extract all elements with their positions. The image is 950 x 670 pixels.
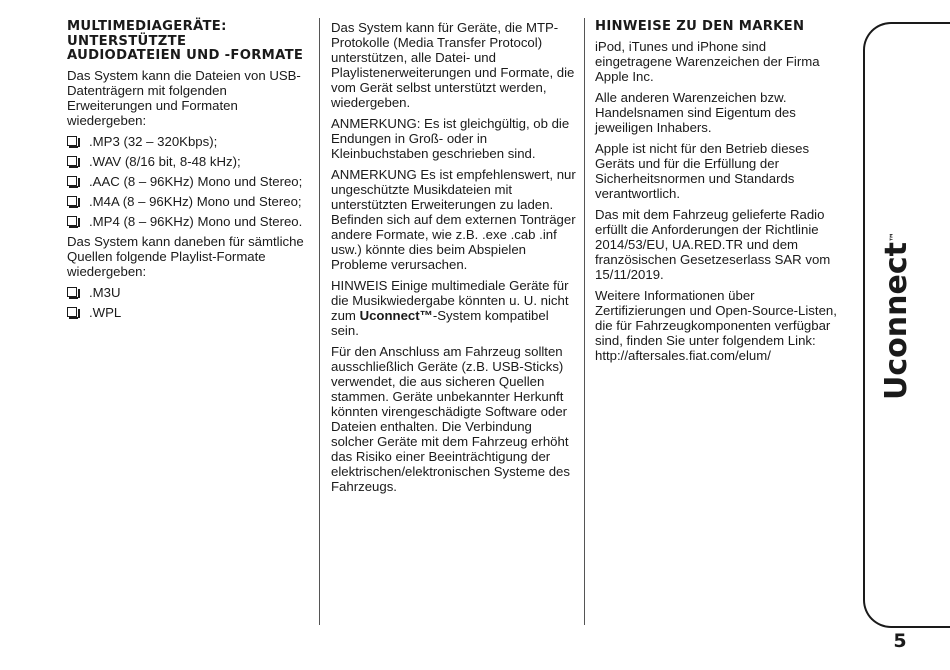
- checkbox-bullet-icon: [67, 136, 77, 146]
- mtp-paragraph: Das System kann für Geräte, die MTP-Protokolle (Media Transfer Protocol) unterstützen, alle Datei- und Playlistenerweiterungen und Formate, die vom Gerät selbst unterstützt werden, wiedergeben.: [331, 20, 575, 110]
- list-item: .AAC (8 – 96KHz) Mono und Stereo;: [67, 174, 305, 189]
- column-divider: [584, 18, 585, 625]
- note-case-paragraph: ANMERKUNG: Es ist gleichgültig, ob die Endungen in Groß- oder in Kleinbuchstaben geschrieben sind.: [331, 116, 570, 161]
- trademark-paragraph: Apple ist nicht für den Betrieb dieses Geräts und für die Erfüllung der Sicherheitsnormen und Standards verantwortlich.: [595, 140, 810, 201]
- checkbox-bullet-icon: [67, 156, 77, 166]
- checkbox-bullet-icon: [67, 287, 77, 297]
- brand-name: Uconnect™: [359, 308, 433, 323]
- playlist-intro: Das System kann daneben für sämtliche Quellen folgende Playlist-Formate wiedergeben:: [67, 233, 304, 279]
- list-item: .MP4 (8 – 96KHz) Mono und Stereo.: [67, 214, 305, 229]
- list-item: .MP3 (32 – 320Kbps);: [67, 134, 305, 149]
- checkbox-bullet-icon: [67, 216, 77, 226]
- checkbox-bullet-icon: [67, 176, 77, 186]
- chapter-tab-label: Uconnect™: [879, 232, 914, 400]
- column-formats: [67, 20, 305, 325]
- format-list: [67, 134, 305, 229]
- list-item: .M4A (8 – 96KHz) Mono und Stereo;: [67, 194, 305, 209]
- trademark-symbol: ™: [889, 232, 900, 243]
- note-unprotected-paragraph: ANMERKUNG Es ist empfehlenswert, nur ungeschützte Musikdateien mit unterstützten Erweiterungen zu laden. Befinden sich auf dem externen Tonträger andere Formate, wie z.B. .exe .cab .inf usw.) könnte dies beim Abspielen Probleme verursachen.: [331, 167, 576, 272]
- playlist-format-list: [67, 285, 305, 320]
- list-item: .M3U: [67, 285, 305, 300]
- info-link-paragraph: Weitere Informationen über Zertifizierungen und Open-Source-Listen, die für Fahrzeugkomponenten verfügbar sind, finden Sie unter folgendem Link: http://aftersales.fiat.com/elum/: [595, 287, 837, 363]
- trademark-paragraph: iPod, iTunes und iPhone sind eingetragene Warenzeichen der Firma Apple Inc.: [595, 38, 820, 84]
- trademark-paragraph: Alle anderen Warenzeichen bzw. Handelsnamen sind Eigentum des jeweiligen Inhabers.: [595, 89, 796, 135]
- column-trademarks: [595, 20, 840, 369]
- safety-paragraph: Für den Anschluss am Fahrzeug sollten ausschließlich Geräte (z.B. USB-Sticks) verwendet, die aus sicheren Quellen stammen. Geräte unbekannter Herkunft könnten virengeschädigte Software oder Dateien enthalten. Die Verbindung solcher Geräte mit dem Fahrzeug erhöht das Risiko einer Beeinträchtigung der elektrischen/elektronischen Systeme des Fahrzeugs.: [331, 344, 570, 494]
- directive-paragraph: Das mit dem Fahrzeug gelieferte Radio erfüllt die Anforderungen der Richtlinie 2014/53/EU, UA.RED.TR und dem französischen Gesetzeserlass SAR vom 15/11/2019.: [595, 206, 831, 282]
- list-item: .WPL: [67, 305, 305, 320]
- column-divider: [319, 18, 320, 625]
- checkbox-bullet-icon: [67, 307, 77, 317]
- column-notes: [331, 20, 576, 500]
- page-number: 5: [893, 630, 907, 652]
- checkbox-bullet-icon: [67, 196, 77, 206]
- section-heading-formats: MULTIMEDIAGERÄTE: UNTERSTÜTZTE AUDIODATEIEN UND -FORMATE: [67, 19, 304, 63]
- compatibility-note: HINWEIS Einige multimediale Geräte für die Musikwiedergabe könnten u. U. nicht zum Uconnect™-System kompatibel sein.: [331, 278, 569, 338]
- list-item: .WAV (8/16 bit, 8-48 kHz);: [67, 154, 305, 169]
- section-heading-trademarks: HINWEISE ZU DEN MARKEN: [595, 19, 805, 34]
- formats-intro: Das System kann die Dateien von USB-Datenträgern mit folgenden Erweiterungen und Formaten wiedergeben:: [67, 67, 301, 128]
